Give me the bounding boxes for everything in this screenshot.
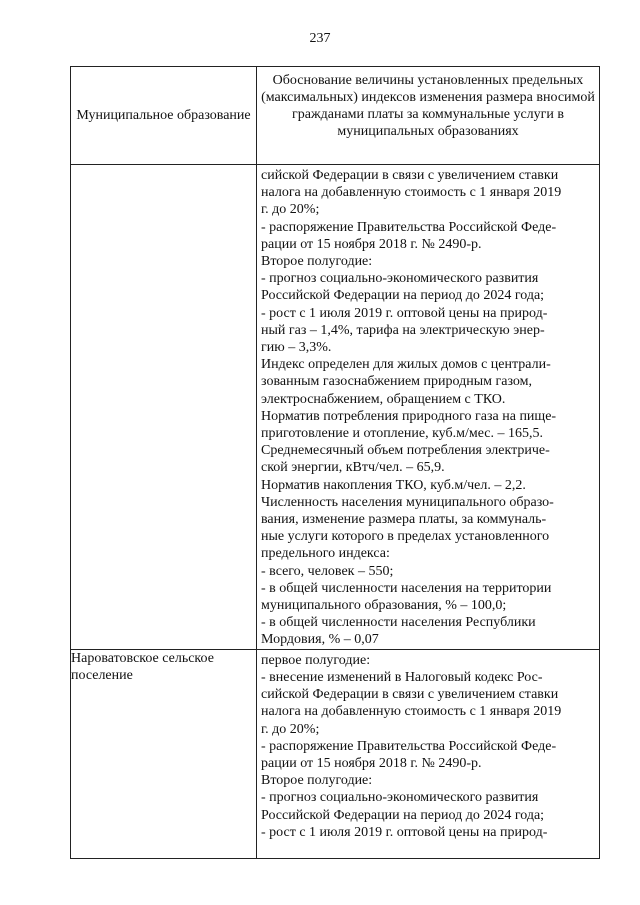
text-line: сийской Федерации в связи с увеличением ставки	[261, 687, 559, 703]
text-line: - в общей численности населения на территории	[261, 580, 552, 596]
table-row	[71, 649, 600, 858]
text-line: муниципального образования, % – 100,0;	[261, 598, 507, 614]
header-justification: Обоснование величины установленных предельных (максимальных) индексов изменения размера вносимой гражданами платы за коммунальные услуги в муниципальных образованиях	[257, 67, 600, 165]
text-line: - в общей численности населения Республики	[261, 615, 536, 631]
text-line: вания, изменение размера платы, за коммуналь-	[261, 512, 547, 528]
table-header-row	[71, 67, 600, 165]
table-row	[71, 165, 600, 650]
text-line: предельного индекса:	[261, 546, 390, 562]
justification-cell	[257, 165, 600, 650]
text-line: Второе полугодие:	[261, 773, 373, 789]
text-line: г. до 20%;	[261, 202, 320, 218]
text-line: - всего, человек – 550;	[261, 563, 394, 579]
text-line: Численность населения муниципального образо-	[261, 494, 554, 510]
text-line: - прогноз социально-экономического развития	[261, 271, 539, 287]
page-number: 237	[309, 31, 331, 46]
text-line: Среднемесячный объем потребления электриче-	[261, 443, 550, 459]
justification-table	[70, 66, 600, 859]
text-line: Мордовия, % – 0,07	[261, 632, 379, 648]
text-line: - рост с 1 июля 2019 г. оптовой цены на природ-	[261, 305, 548, 321]
justification-text	[257, 165, 599, 649]
text-line: ской энергии, кВтч/чел. – 65,9.	[261, 460, 445, 476]
text-line: ный газ – 1,4%, тарифа на электрическую энер-	[261, 322, 545, 338]
text-line: Российской Федерации на период до 2024 года;	[261, 807, 545, 823]
text-line: сийской Федерации в связи с увеличением ставки	[261, 168, 559, 183]
text-line: Российской Федерации на период до 2024 года;	[261, 288, 545, 304]
justification-text	[257, 650, 599, 841]
text-line: - внесение изменений в Налоговый кодекс Рос-	[261, 669, 543, 685]
text-line: ные услуги которого в пределах установленного	[261, 529, 550, 545]
text-line: налога на добавленную стоимость с 1 января 2019	[261, 185, 562, 201]
text-line: рации от 15 ноября 2018 г. № 2490-р.	[261, 236, 482, 252]
municipality-cell	[71, 165, 257, 650]
text-line: - распоряжение Правительства Российской Феде-	[261, 738, 557, 754]
justification-cell	[257, 649, 600, 858]
text-line: налога на добавленную стоимость с 1 января 2019	[261, 704, 562, 720]
text-line: приготовление и отопление, куб.м/мес. – 165,5.	[261, 426, 544, 442]
text-line: электроснабжением, обращением с ТКО.	[261, 391, 506, 407]
municipality-cell: Нароватовское сельское поселение	[71, 649, 257, 858]
text-line: - прогноз социально-экономического развития	[261, 790, 539, 806]
text-line: - распоряжение Правительства Российской Феде-	[261, 219, 557, 235]
text-line: - рост с 1 июля 2019 г. оптовой цены на природ-	[261, 824, 548, 840]
text-line: Второе полугодие:	[261, 254, 373, 270]
text-line: Норматив потребления природного газа на пище-	[261, 408, 557, 424]
text-line: г. до 20%;	[261, 721, 320, 737]
text-line: Норматив накопления ТКО, куб.м/чел. – 2,2.	[261, 477, 526, 493]
text-line: первое полугодие:	[261, 652, 371, 668]
text-line: зованным газоснабжением природным газом,	[261, 374, 533, 390]
text-line: гию – 3,3%.	[261, 340, 332, 356]
text-line: рации от 15 ноября 2018 г. № 2490-р.	[261, 755, 482, 771]
header-municipality: Муниципальное образование	[71, 67, 257, 165]
text-line: Индекс определен для жилых домов с централи-	[261, 357, 551, 373]
